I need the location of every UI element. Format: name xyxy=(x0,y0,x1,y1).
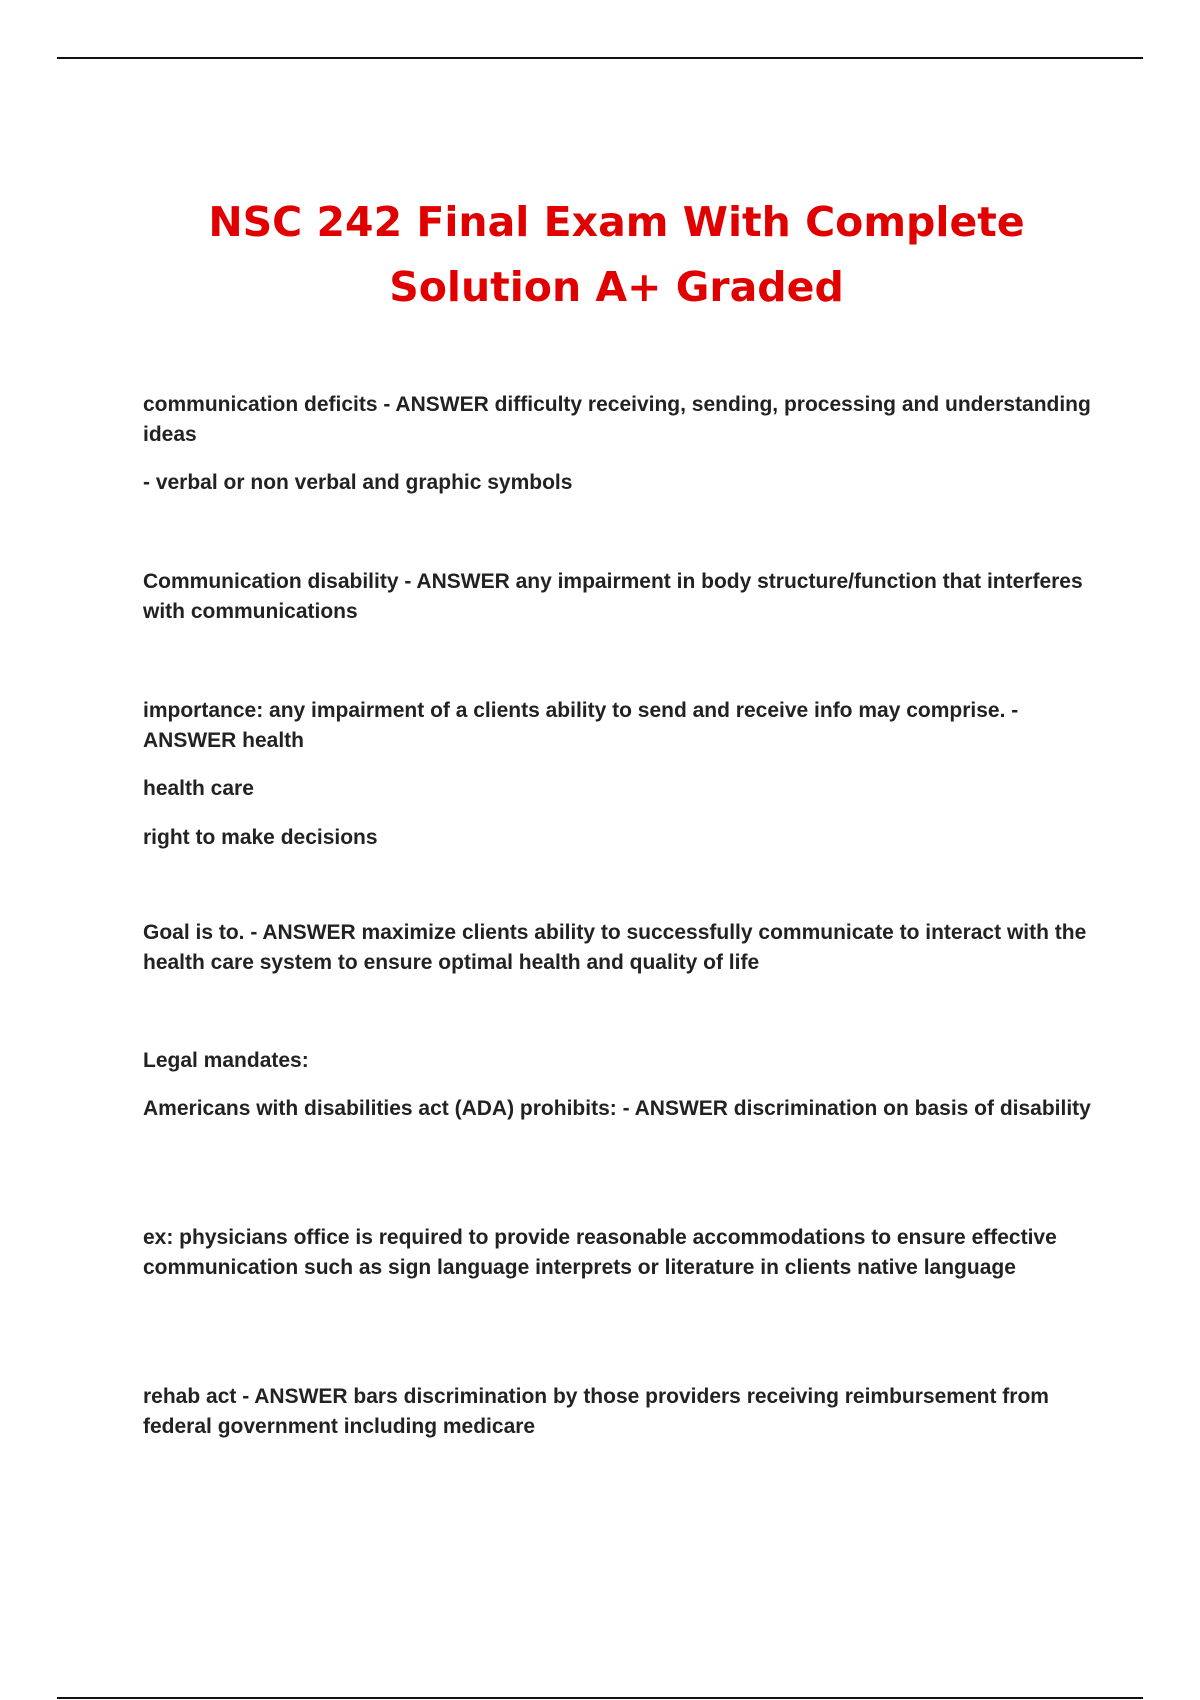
paragraph-verbal-symbols: - verbal or non verbal and graphic symbols xyxy=(143,471,573,494)
top-rule xyxy=(57,57,1143,59)
paragraph-communication-deficits: communication deficits - ANSWER difficulty receiving, sending, processing and understanding ideas xyxy=(143,393,1091,446)
paragraph-rehab-act: rehab act - ANSWER bars discrimination by those providers receiving reimbursement from federal government including medicare xyxy=(143,1385,1049,1438)
paragraph-legal-mandates: Legal mandates: xyxy=(143,1049,309,1072)
paragraph-health-care: health care xyxy=(143,777,254,800)
paragraph-physicians-office: ex: physicians office is required to provide reasonable accommodations to ensure effective communication such as sign language interprets or literature in clients native language xyxy=(143,1226,1057,1279)
paragraph-right-to-decide: right to make decisions xyxy=(143,826,378,849)
title-line-1: NSC 242 Final Exam With Complete xyxy=(208,198,1025,246)
paragraph-communication-disability: Communication disability - ANSWER any impairment in body structure/function that interferes with communications xyxy=(143,570,1083,623)
paragraph-goal: Goal is to. - ANSWER maximize clients ability to successfully communicate to interact with the health care system to ensure optimal health and quality of life xyxy=(143,921,1087,974)
paragraph-importance: importance: any impairment of a clients ability to send and receive info may comprise. - ANSWER health xyxy=(143,699,1019,752)
document-title xyxy=(100,190,1133,320)
paragraph-ada: Americans with disabilities act (ADA) prohibits: - ANSWER discrimination on basis of disability xyxy=(143,1097,1091,1120)
bottom-rule xyxy=(57,1697,1143,1699)
title-line-2: Solution A+ Graded xyxy=(389,263,844,311)
